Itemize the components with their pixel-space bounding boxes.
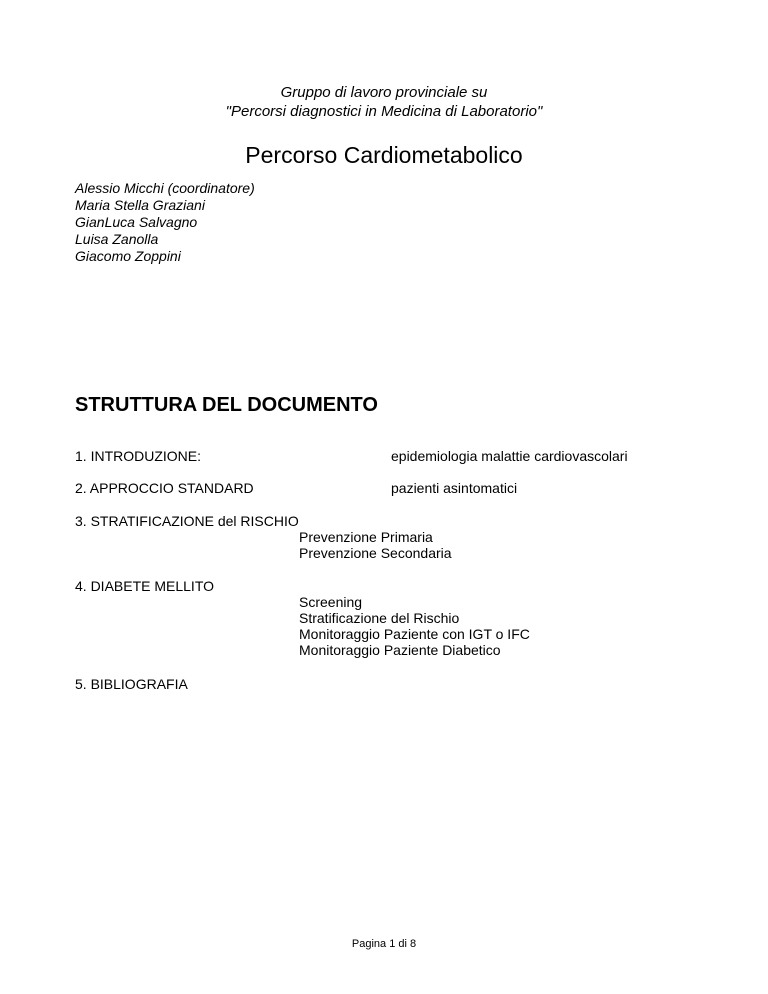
group-title-line2: "Percorsi diagnostici in Medicina di Laboratorio" (225, 103, 543, 120)
toc-subitem: Screening (299, 594, 363, 610)
toc-subitem: Prevenzione Secondaria (299, 545, 452, 561)
toc-item-bibliografia: 5. BIBLIOGRAFIA (75, 676, 188, 692)
section-heading: STRUTTURA DEL DOCUMENTO (75, 394, 378, 416)
group-title-line1: Gruppo di lavoro provinciale su (280, 84, 488, 101)
author-item: GianLuca Salvagno (75, 214, 198, 230)
author-item: Maria Stella Graziani (75, 197, 205, 213)
toc-subitem: Stratificazione del Rischio (299, 610, 460, 626)
author-item: Luisa Zanolla (75, 231, 159, 247)
toc-item-approccio-detail: pazienti asintomatici (391, 480, 518, 496)
toc-item-diabete: 4. DIABETE MELLITO (75, 578, 215, 594)
author-item: Alessio Micchi (coordinatore) (75, 180, 255, 196)
toc-item-introduzione: 1. INTRODUZIONE: (75, 448, 202, 464)
page-number: Pagina 1 di 8 (351, 938, 417, 950)
toc-item-introduzione-detail: epidemiologia malattie cardiovascolari (391, 448, 628, 464)
document-title: Percorso Cardiometabolico (245, 142, 523, 168)
toc-item-stratificazione: 3. STRATIFICAZIONE del RISCHIO (75, 513, 299, 529)
toc-item-approccio: 2. APPROCCIO STANDARD (75, 480, 254, 496)
author-item: Giacomo Zoppini (75, 248, 181, 264)
toc-subitem: Prevenzione Primaria (299, 529, 433, 545)
toc-subitem: Monitoraggio Paziente con IGT o IFC (299, 626, 530, 642)
toc-subitem: Monitoraggio Paziente Diabetico (299, 642, 501, 658)
